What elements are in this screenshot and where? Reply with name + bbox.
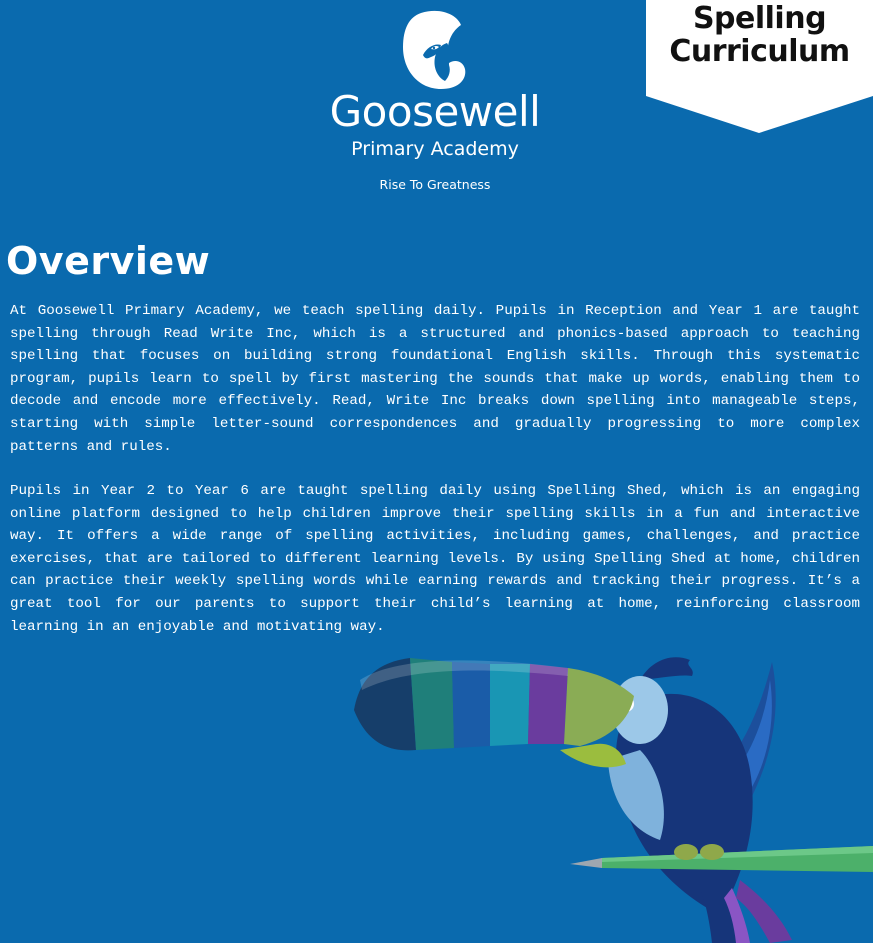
overview-paragraph-1: At Goosewell Primary Academy, we teach spelling daily. Pupils in Reception and Year 1 are taught spelling through Read Write Inc, which is a structured and phonics-based approach to teaching spelling that focuses on building strong foundational English skills. Through this systematic program, pupils learn to spell by first mastering the sounds that make up words, enabling them to decode and encode more effectively. Read, Write Inc breaks down spelling into manageable steps, starting with simple letter-sound correspondences and gradually progressing to more complex patterns and rules. [10,303,860,455]
overview-paragraph-2: Pupils in Year 2 to Year 6 are taught spelling daily using Spelling Shed, which is an engaging online platform designed to help children improve their spelling skills in a fun and interactive way. It offers a wide range of spelling activities, including games, challenges, and practice exercises, that are tailored to different learning levels. By using Spelling Shed at home, children can practice their weekly spelling words while earning rewards and tracking their progress. It’s a great tool for our parents to support their child’s learning at home, reinforcing classroom learning in an enjoyable and motivating way. [10,483,860,635]
toucan-with-pencil-icon [340,640,873,943]
spelling-curriculum-banner [646,0,873,134]
banner-line-2: Curriculum [669,34,850,69]
school-motto: Rise To Greatness [379,177,491,192]
school-name: Goosewell [329,87,541,136]
goose-head-logo-icon [401,9,467,91]
banner-line-1: Spelling [692,1,827,36]
school-subtitle: Primary Academy [351,138,519,160]
overview-heading: Overview [6,239,211,283]
